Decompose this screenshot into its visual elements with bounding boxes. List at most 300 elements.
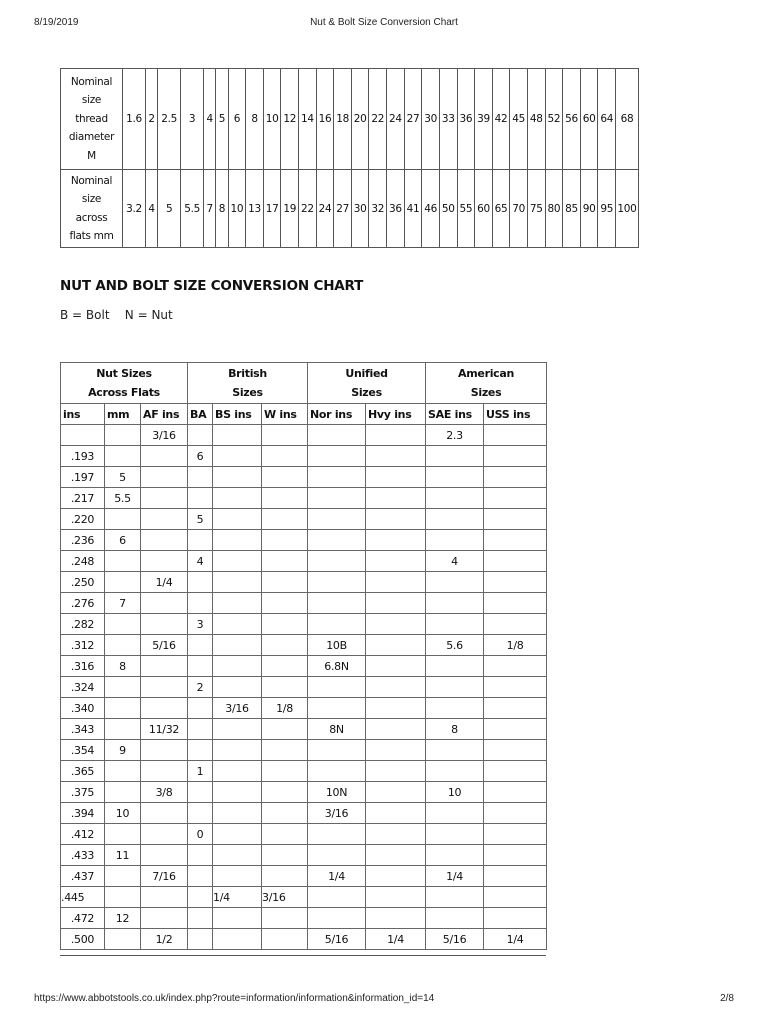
row-label-line: across bbox=[75, 211, 108, 224]
table-cell bbox=[308, 845, 366, 866]
metric-value-cell: 3.2 bbox=[123, 170, 146, 248]
table-cell: 3/16 bbox=[262, 887, 308, 908]
table-cell: .250 bbox=[61, 572, 105, 593]
table-cell bbox=[105, 551, 141, 572]
table-cell bbox=[141, 803, 188, 824]
metric-value-cell: 14 bbox=[299, 69, 317, 170]
table-cell bbox=[308, 677, 366, 698]
table-cell bbox=[188, 929, 213, 950]
table-cell: 11 bbox=[105, 845, 141, 866]
group-header bbox=[61, 363, 188, 404]
row-label-line: Nominal bbox=[70, 174, 113, 187]
table-row bbox=[61, 782, 547, 803]
table-cell bbox=[366, 467, 426, 488]
table-cell bbox=[308, 908, 366, 929]
table-cell bbox=[213, 803, 262, 824]
table-cell: 7/16 bbox=[141, 866, 188, 887]
table-cell bbox=[262, 425, 308, 446]
column-header: AF ins bbox=[141, 404, 188, 425]
table-cell: 1 bbox=[188, 761, 213, 782]
table-cell bbox=[484, 593, 547, 614]
group-header-line: Unified bbox=[345, 367, 388, 380]
metric-value-cell: 50 bbox=[439, 170, 457, 248]
metric-value-cell: 41 bbox=[404, 170, 422, 248]
metric-value-cell: 36 bbox=[457, 69, 475, 170]
print-header bbox=[0, 0, 768, 40]
thread-diameter-row bbox=[61, 69, 639, 170]
table-cell bbox=[188, 530, 213, 551]
table-row bbox=[61, 425, 547, 446]
table-bottom-rule bbox=[60, 955, 546, 956]
table-cell bbox=[141, 824, 188, 845]
table-cell: 6.8N bbox=[308, 656, 366, 677]
table-cell bbox=[105, 572, 141, 593]
table-cell bbox=[188, 488, 213, 509]
table-cell bbox=[366, 845, 426, 866]
table-cell bbox=[366, 698, 426, 719]
page-number: 2/8 bbox=[720, 993, 734, 1004]
table-row bbox=[61, 929, 547, 950]
table-cell: 3/16 bbox=[141, 425, 188, 446]
table-cell bbox=[308, 425, 366, 446]
table-cell: .433 bbox=[61, 845, 105, 866]
row-label-line: Nominal bbox=[70, 75, 113, 88]
table-cell bbox=[426, 614, 484, 635]
table-cell bbox=[188, 467, 213, 488]
metric-value-cell: 36 bbox=[387, 170, 405, 248]
table-cell bbox=[213, 467, 262, 488]
metric-value-cell: 45 bbox=[510, 69, 528, 170]
table-cell bbox=[141, 614, 188, 635]
table-cell bbox=[308, 698, 366, 719]
metric-value-cell: 22 bbox=[369, 69, 387, 170]
table-cell bbox=[188, 635, 213, 656]
table-cell bbox=[105, 719, 141, 740]
table-cell bbox=[366, 677, 426, 698]
table-cell: .236 bbox=[61, 530, 105, 551]
table-cell bbox=[426, 593, 484, 614]
table-cell bbox=[188, 572, 213, 593]
column-header: BA bbox=[188, 404, 213, 425]
metric-value-cell: 60 bbox=[475, 170, 493, 248]
table-cell: .500 bbox=[61, 929, 105, 950]
column-header: USS ins bbox=[484, 404, 547, 425]
metric-value-cell: 3 bbox=[181, 69, 204, 170]
table-cell bbox=[308, 509, 366, 530]
table-cell bbox=[105, 887, 141, 908]
table-cell: 1/8 bbox=[262, 698, 308, 719]
metric-value-cell: 46 bbox=[422, 170, 440, 248]
column-header: BS ins bbox=[213, 404, 262, 425]
table-cell bbox=[213, 593, 262, 614]
table-cell bbox=[141, 656, 188, 677]
metric-value-cell: 2.5 bbox=[158, 69, 181, 170]
table-cell bbox=[188, 740, 213, 761]
table-cell bbox=[484, 677, 547, 698]
metric-value-cell: 90 bbox=[580, 170, 598, 248]
print-footer bbox=[0, 993, 768, 1013]
table-cell bbox=[141, 887, 188, 908]
table-cell bbox=[366, 782, 426, 803]
table-cell bbox=[426, 845, 484, 866]
metric-value-cell: 1.6 bbox=[123, 69, 146, 170]
table-cell bbox=[105, 677, 141, 698]
table-cell: .437 bbox=[61, 866, 105, 887]
table-cell bbox=[484, 908, 547, 929]
table-cell bbox=[262, 677, 308, 698]
metric-value-cell: 52 bbox=[545, 69, 563, 170]
group-header bbox=[188, 363, 308, 404]
table-cell: 11/32 bbox=[141, 719, 188, 740]
table-cell bbox=[262, 740, 308, 761]
metric-value-cell: 18 bbox=[334, 69, 352, 170]
bolt-nut-legend: B = Bolt N = Nut bbox=[60, 308, 173, 322]
chart-title: NUT AND BOLT SIZE CONVERSION CHART bbox=[60, 278, 364, 294]
table-cell: 8 bbox=[105, 656, 141, 677]
metric-value-cell: 24 bbox=[316, 170, 334, 248]
table-cell bbox=[262, 593, 308, 614]
table-cell bbox=[105, 425, 141, 446]
table-cell: .217 bbox=[61, 488, 105, 509]
table-cell bbox=[426, 467, 484, 488]
table-cell bbox=[366, 614, 426, 635]
table-cell bbox=[262, 866, 308, 887]
table-cell: 1/4 bbox=[308, 866, 366, 887]
table-cell: .340 bbox=[61, 698, 105, 719]
table-cell bbox=[366, 572, 426, 593]
table-cell bbox=[484, 488, 547, 509]
table-cell bbox=[105, 929, 141, 950]
table-cell bbox=[366, 488, 426, 509]
group-header-line: Sizes bbox=[470, 386, 502, 399]
table-cell: .197 bbox=[61, 467, 105, 488]
table-row bbox=[61, 530, 547, 551]
table-cell bbox=[426, 887, 484, 908]
metric-value-cell: 64 bbox=[598, 69, 616, 170]
table-cell bbox=[262, 572, 308, 593]
table-cell bbox=[105, 782, 141, 803]
table-cell bbox=[141, 698, 188, 719]
column-header: Nor ins bbox=[308, 404, 366, 425]
table-cell bbox=[213, 530, 262, 551]
thread-diameter-label bbox=[61, 69, 123, 170]
table-cell bbox=[188, 845, 213, 866]
table-row bbox=[61, 593, 547, 614]
table-cell bbox=[484, 614, 547, 635]
metric-value-cell: 39 bbox=[475, 69, 493, 170]
table-row bbox=[61, 509, 547, 530]
print-date: 8/19/2019 bbox=[34, 17, 79, 28]
table-cell bbox=[484, 467, 547, 488]
table-cell bbox=[426, 509, 484, 530]
metric-value-cell: 56 bbox=[563, 69, 581, 170]
table-cell: 10 bbox=[105, 803, 141, 824]
table-cell bbox=[426, 803, 484, 824]
table-row bbox=[61, 467, 547, 488]
metric-value-cell: 30 bbox=[422, 69, 440, 170]
metric-value-cell: 55 bbox=[457, 170, 475, 248]
table-cell bbox=[262, 845, 308, 866]
table-cell bbox=[308, 887, 366, 908]
table-cell bbox=[262, 614, 308, 635]
table-cell bbox=[262, 908, 308, 929]
table-cell: 0 bbox=[188, 824, 213, 845]
table-cell bbox=[188, 698, 213, 719]
metric-value-cell: 4 bbox=[204, 69, 216, 170]
table-cell: 1/2 bbox=[141, 929, 188, 950]
table-cell bbox=[366, 593, 426, 614]
table-cell bbox=[366, 509, 426, 530]
table-cell bbox=[188, 803, 213, 824]
table-cell: 1/4 bbox=[484, 929, 547, 950]
metric-value-cell: 80 bbox=[545, 170, 563, 248]
table-cell: 1/4 bbox=[366, 929, 426, 950]
table-row bbox=[61, 488, 547, 509]
table-cell bbox=[213, 446, 262, 467]
table-cell bbox=[262, 467, 308, 488]
table-cell bbox=[213, 845, 262, 866]
table-cell bbox=[61, 425, 105, 446]
table-cell bbox=[484, 425, 547, 446]
table-cell bbox=[308, 467, 366, 488]
table-row bbox=[61, 824, 547, 845]
table-cell: 5/16 bbox=[308, 929, 366, 950]
metric-value-cell: 27 bbox=[404, 69, 422, 170]
group-header-line: American bbox=[458, 367, 515, 380]
table-row bbox=[61, 635, 547, 656]
table-cell bbox=[308, 446, 366, 467]
table-cell bbox=[141, 677, 188, 698]
table-cell: 6 bbox=[188, 446, 213, 467]
table-cell: 3 bbox=[188, 614, 213, 635]
table-cell bbox=[366, 551, 426, 572]
table-row bbox=[61, 698, 547, 719]
group-header bbox=[308, 363, 426, 404]
table-cell bbox=[141, 467, 188, 488]
table-cell bbox=[213, 782, 262, 803]
table-cell bbox=[484, 698, 547, 719]
table-cell bbox=[484, 761, 547, 782]
table-cell: .365 bbox=[61, 761, 105, 782]
table-cell: .248 bbox=[61, 551, 105, 572]
table-cell bbox=[188, 593, 213, 614]
table-cell bbox=[308, 740, 366, 761]
row-label-line: M bbox=[87, 149, 96, 162]
table-row bbox=[61, 551, 547, 572]
table-cell: 7 bbox=[105, 593, 141, 614]
table-cell bbox=[484, 656, 547, 677]
group-header-line: British bbox=[228, 367, 267, 380]
table-cell bbox=[484, 824, 547, 845]
table-cell bbox=[213, 824, 262, 845]
table-cell: 1/4 bbox=[141, 572, 188, 593]
table-cell bbox=[426, 824, 484, 845]
table-cell bbox=[141, 593, 188, 614]
table-cell: 8N bbox=[308, 719, 366, 740]
table-cell bbox=[213, 509, 262, 530]
table-cell bbox=[484, 551, 547, 572]
metric-value-cell: 8 bbox=[216, 170, 228, 248]
table-cell bbox=[141, 740, 188, 761]
metric-value-cell: 5.5 bbox=[181, 170, 204, 248]
table-cell: .375 bbox=[61, 782, 105, 803]
metric-value-cell: 65 bbox=[492, 170, 510, 248]
table-row bbox=[61, 572, 547, 593]
table-cell bbox=[366, 908, 426, 929]
table-cell: .312 bbox=[61, 635, 105, 656]
source-url: https://www.abbotstools.co.uk/index.php?route=information/information&information_id=14 bbox=[34, 993, 435, 1004]
table-cell bbox=[484, 509, 547, 530]
table-cell bbox=[308, 824, 366, 845]
table-cell bbox=[366, 761, 426, 782]
table-row bbox=[61, 614, 547, 635]
table-cell bbox=[366, 530, 426, 551]
group-header-line: Across Flats bbox=[88, 386, 160, 399]
table-cell bbox=[426, 572, 484, 593]
table-cell bbox=[105, 614, 141, 635]
table-cell bbox=[105, 509, 141, 530]
metric-value-cell: 70 bbox=[510, 170, 528, 248]
row-label-line: diameter bbox=[68, 131, 115, 144]
table-cell bbox=[484, 719, 547, 740]
table-cell bbox=[262, 635, 308, 656]
column-header: W ins bbox=[262, 404, 308, 425]
metric-value-cell: 10 bbox=[228, 170, 246, 248]
table-row bbox=[61, 887, 547, 908]
table-cell bbox=[213, 719, 262, 740]
table-cell bbox=[366, 656, 426, 677]
table-row bbox=[61, 446, 547, 467]
metric-value-cell: 12 bbox=[281, 69, 299, 170]
table-cell: 2.3 bbox=[426, 425, 484, 446]
table-cell bbox=[141, 530, 188, 551]
metric-value-cell: 60 bbox=[580, 69, 598, 170]
table-cell bbox=[141, 446, 188, 467]
table-cell bbox=[426, 698, 484, 719]
table-cell bbox=[105, 824, 141, 845]
table-cell bbox=[188, 719, 213, 740]
table-cell: 8 bbox=[426, 719, 484, 740]
table-cell bbox=[213, 908, 262, 929]
table-cell: .282 bbox=[61, 614, 105, 635]
table-cell bbox=[262, 551, 308, 572]
table-cell: 10B bbox=[308, 635, 366, 656]
table-cell bbox=[188, 425, 213, 446]
table-cell bbox=[426, 446, 484, 467]
table-cell bbox=[426, 488, 484, 509]
table-cell: .343 bbox=[61, 719, 105, 740]
column-header-row bbox=[61, 404, 547, 425]
table-row bbox=[61, 740, 547, 761]
table-cell bbox=[105, 446, 141, 467]
table-row bbox=[61, 803, 547, 824]
metric-value-cell: 2 bbox=[145, 69, 157, 170]
table-cell bbox=[308, 593, 366, 614]
table-cell bbox=[141, 845, 188, 866]
metric-value-cell: 100 bbox=[616, 170, 639, 248]
table-row bbox=[61, 677, 547, 698]
table-cell: .220 bbox=[61, 509, 105, 530]
table-row bbox=[61, 761, 547, 782]
table-cell bbox=[262, 509, 308, 530]
table-cell bbox=[484, 782, 547, 803]
metric-value-cell: 4 bbox=[145, 170, 157, 248]
table-row bbox=[61, 656, 547, 677]
conversion-table bbox=[60, 362, 547, 950]
table-cell bbox=[141, 908, 188, 929]
table-cell bbox=[308, 551, 366, 572]
group-header bbox=[426, 363, 547, 404]
metric-value-cell: 5 bbox=[216, 69, 228, 170]
table-cell bbox=[426, 740, 484, 761]
group-header-line: Nut Sizes bbox=[96, 367, 152, 380]
table-cell: 5.6 bbox=[426, 635, 484, 656]
table-cell: 6 bbox=[105, 530, 141, 551]
table-cell: 1/4 bbox=[213, 887, 262, 908]
table-cell bbox=[141, 761, 188, 782]
table-cell bbox=[262, 782, 308, 803]
metric-value-cell: 17 bbox=[263, 170, 281, 248]
table-cell bbox=[426, 656, 484, 677]
group-header-line: Sizes bbox=[351, 386, 382, 399]
column-header: Hvy ins bbox=[366, 404, 426, 425]
metric-value-cell: 16 bbox=[316, 69, 334, 170]
table-cell bbox=[308, 614, 366, 635]
table-cell bbox=[213, 740, 262, 761]
metric-value-cell: 22 bbox=[299, 170, 317, 248]
table-cell: 4 bbox=[426, 551, 484, 572]
table-cell: 10N bbox=[308, 782, 366, 803]
metric-value-cell: 85 bbox=[563, 170, 581, 248]
table-cell: 5/16 bbox=[141, 635, 188, 656]
table-cell: 5.5 bbox=[105, 488, 141, 509]
table-cell bbox=[213, 866, 262, 887]
metric-value-cell: 95 bbox=[598, 170, 616, 248]
table-cell bbox=[484, 866, 547, 887]
table-cell bbox=[213, 656, 262, 677]
metric-value-cell: 20 bbox=[351, 69, 369, 170]
table-cell bbox=[262, 656, 308, 677]
metric-value-cell: 32 bbox=[369, 170, 387, 248]
table-cell: 1/8 bbox=[484, 635, 547, 656]
table-cell: .324 bbox=[61, 677, 105, 698]
table-cell bbox=[366, 866, 426, 887]
table-cell bbox=[366, 425, 426, 446]
table-cell: .394 bbox=[61, 803, 105, 824]
row-label-line: size bbox=[81, 193, 102, 205]
table-cell bbox=[484, 845, 547, 866]
table-cell: 3/16 bbox=[308, 803, 366, 824]
table-cell bbox=[213, 425, 262, 446]
table-row bbox=[61, 866, 547, 887]
column-header: ins bbox=[61, 404, 105, 425]
across-flats-label bbox=[61, 170, 123, 248]
group-header-line: Sizes bbox=[232, 386, 263, 399]
table-cell: .354 bbox=[61, 740, 105, 761]
table-cell bbox=[484, 530, 547, 551]
table-cell bbox=[262, 761, 308, 782]
table-cell: 3/8 bbox=[141, 782, 188, 803]
metric-value-cell: 75 bbox=[527, 170, 545, 248]
table-cell bbox=[426, 761, 484, 782]
metric-value-cell: 30 bbox=[351, 170, 369, 248]
table-cell: .445 bbox=[61, 887, 105, 908]
table-cell bbox=[188, 866, 213, 887]
metric-value-cell: 68 bbox=[616, 69, 639, 170]
table-cell bbox=[308, 488, 366, 509]
table-cell bbox=[308, 530, 366, 551]
table-cell bbox=[188, 782, 213, 803]
